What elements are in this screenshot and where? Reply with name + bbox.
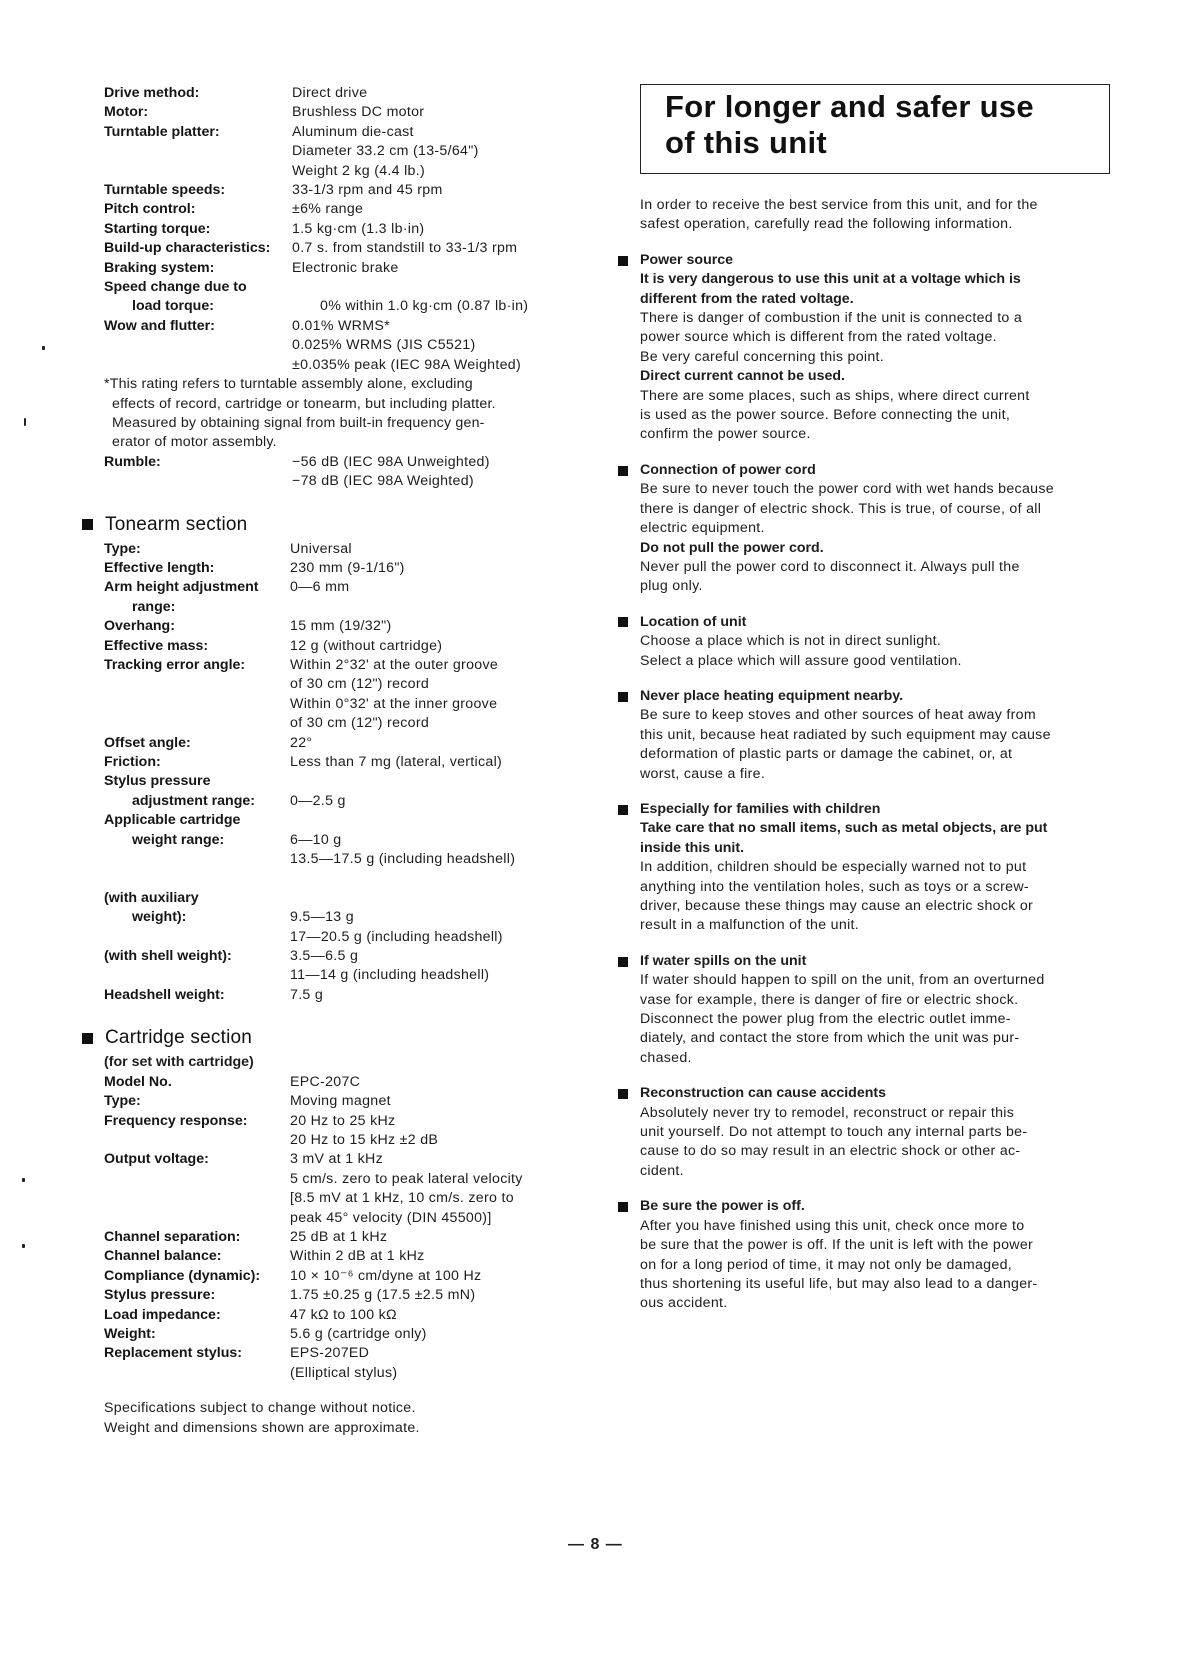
spec-label: Rumble:	[104, 453, 161, 470]
spec-value: 0% within 1.0 kg·cm (0.87 lb·in)	[320, 298, 529, 315]
body-line: Be sure to never touch the power cord with wet hands because	[640, 481, 1054, 498]
safety-item	[640, 613, 1112, 671]
spec-value: Direct drive	[292, 85, 368, 101]
spec-row	[104, 986, 564, 1005]
spec-values	[290, 1092, 564, 1111]
scan-speck	[24, 418, 26, 426]
spec-values	[290, 792, 564, 811]
safety-item-heading	[618, 461, 1112, 480]
body-line: There is danger of combustion if the unit is connected to a	[640, 310, 1023, 327]
spec-value: −78 dB (IEC 98A Weighted)	[292, 473, 474, 490]
spec-row	[104, 1267, 564, 1286]
spec-value	[290, 598, 564, 617]
safety-item-title: Connection of power cord	[640, 461, 816, 478]
spec-value	[290, 869, 564, 888]
spec-values	[292, 239, 564, 258]
spec-label: Stylus pressure	[104, 773, 211, 790]
body-line: cause to do so may result in an electric shock or other ac-	[640, 1143, 1021, 1160]
spec-value: 3.5—6.5 g	[290, 948, 359, 965]
spec-row	[104, 259, 564, 278]
square-bullet-icon	[618, 805, 628, 815]
body-line: thus shortening its useful life, but may also lead to a danger-	[640, 1275, 1038, 1292]
spec-values	[292, 278, 564, 297]
spec-values	[290, 1325, 564, 1344]
spec-value: Diameter 33.2 cm (13-5/64")	[292, 143, 479, 160]
footnote-line: erator of motor assembly.	[112, 434, 277, 451]
spec-value: 10 × 10⁻⁶ cm/dyne at 100 Hz	[290, 1267, 482, 1284]
body-line: Never pull the power cord to disconnect it. Always pull the	[640, 558, 1020, 575]
cartridge-section-subtitle: (for set with cartridge)	[104, 1054, 254, 1071]
wow-flutter-footnote	[104, 375, 564, 453]
spec-value	[290, 772, 564, 791]
spec-values	[290, 1306, 564, 1325]
tonearm-section-title: Tonearm section	[105, 513, 248, 535]
spec-row	[104, 103, 564, 122]
spec-values	[290, 1073, 564, 1092]
square-bullet-icon	[618, 617, 628, 627]
spec-row	[104, 239, 564, 258]
safety-item-heading	[618, 613, 1112, 632]
spec-label: Applicable cartridge	[104, 812, 241, 829]
spec-row	[104, 792, 564, 811]
spec-label: Pitch control:	[104, 201, 196, 218]
spec-row	[104, 1073, 564, 1092]
body-line: Disconnect the power plug from the electric outlet imme-	[640, 1011, 1011, 1028]
body-line: power source which is different from the rated voltage.	[640, 329, 997, 346]
spec-value: Universal	[290, 540, 352, 557]
spec-values	[290, 753, 564, 772]
spec-label: Channel separation:	[104, 1228, 241, 1245]
safety-item-title: Reconstruction can cause accidents	[640, 1085, 887, 1102]
cartridge-section-title: Cartridge section	[105, 1027, 253, 1049]
spec-label: Starting torque:	[104, 220, 211, 237]
note-line: Specifications subject to change without notice.	[104, 1400, 416, 1417]
safety-item-heading	[618, 1084, 1112, 1103]
spec-values	[290, 1344, 564, 1383]
body-line: anything into the ventilation holes, such as toys or a screw-	[640, 878, 1029, 895]
spec-value: 20 Hz to 25 kHz	[290, 1112, 396, 1129]
warning-line: inside this unit.	[640, 839, 745, 856]
spec-label: Channel balance:	[104, 1248, 222, 1265]
spec-label: Type:	[104, 540, 141, 557]
spec-value: Within 2°32' at the outer groove	[290, 656, 499, 673]
spec-row	[104, 947, 564, 986]
spec-values	[290, 637, 564, 656]
safety-item-title: Especially for families with children	[640, 800, 881, 817]
spec-values	[292, 259, 564, 278]
spec-label: Effective mass:	[104, 637, 209, 654]
spec-value: Brushless DC motor	[292, 104, 425, 121]
spec-row	[104, 1092, 564, 1111]
spec-label: Load impedance:	[104, 1306, 221, 1323]
spec-values	[290, 986, 564, 1005]
spec-label: Speed change due to	[104, 279, 247, 296]
safety-item	[640, 461, 1112, 597]
spec-values	[290, 1228, 564, 1247]
body-line: there is danger of electric shock. This is true, of course, of all	[640, 500, 1042, 517]
spec-row	[104, 123, 564, 181]
spec-values	[292, 453, 564, 492]
spec-values	[320, 297, 564, 316]
safety-item	[640, 1084, 1112, 1181]
safety-item	[640, 800, 1112, 936]
intro-line: safest operation, carefully read the following information.	[640, 216, 1013, 233]
rumble-spec	[104, 453, 564, 492]
safety-item-heading	[618, 800, 1112, 819]
spec-row	[104, 598, 564, 617]
spec-value: Weight 2 kg (4.4 lb.)	[292, 162, 425, 179]
square-bullet-icon	[82, 519, 93, 530]
spec-row	[104, 908, 564, 947]
spec-values	[290, 908, 564, 947]
spec-row	[104, 753, 564, 772]
body-line: electric equipment.	[640, 520, 765, 537]
spec-label: Arm height adjustment	[104, 579, 259, 596]
spec-label: adjustment range:	[132, 792, 255, 809]
spec-values	[290, 1286, 564, 1305]
safety-item	[640, 1197, 1112, 1313]
spec-value: 20 Hz to 15 kHz ±2 dB	[290, 1131, 439, 1148]
spec-row	[104, 1247, 564, 1266]
safety-item-title: Never place heating equipment nearby.	[640, 687, 904, 704]
spec-label: Type:	[104, 1093, 141, 1110]
spec-row	[104, 297, 564, 316]
safety-item-title: Location of unit	[640, 613, 747, 630]
spec-row	[104, 317, 564, 375]
spec-value	[292, 278, 564, 297]
body-line: Choose a place which is not in direct sunlight.	[640, 633, 942, 650]
spec-value: 0.025% WRMS (JIS C5521)	[292, 337, 476, 354]
spec-row	[104, 811, 564, 830]
footnote-line: Measured by obtaining signal from built-in frequency gen-	[112, 414, 485, 431]
spec-value: EPS-207ED	[290, 1345, 370, 1362]
spec-values	[290, 889, 564, 908]
safety-item-heading	[618, 687, 1112, 706]
body-line: Be sure to keep stoves and other sources of heat away from	[640, 707, 1036, 724]
spec-value: 13.5—17.5 g (including headshell)	[290, 851, 516, 868]
spec-label: weight range:	[132, 831, 225, 848]
body-line: deformation of plastic parts or damage the cabinet, or, at	[640, 746, 1013, 763]
safety-items	[640, 251, 1112, 1314]
spec-label: Frequency response:	[104, 1112, 248, 1129]
spec-row	[104, 831, 564, 870]
body-line: driver, because these things may cause an electric shock or	[640, 898, 1034, 914]
spec-row	[104, 84, 564, 103]
spec-label: (with auxiliary	[104, 889, 199, 906]
spec-values	[292, 317, 564, 375]
spec-value: 33-1/3 rpm and 45 rpm	[292, 182, 443, 199]
safety-item-title: Power source	[640, 251, 734, 268]
spec-values	[290, 1267, 564, 1286]
spec-row	[104, 656, 564, 734]
warning-line: Take care that no small items, such as metal objects, are put	[640, 820, 1048, 837]
spec-row	[104, 1344, 564, 1383]
safety-item-heading	[618, 251, 1112, 270]
body-line: Select a place which will assure good ventilation.	[640, 652, 962, 669]
spec-row	[104, 637, 564, 656]
spec-value: 9.5—13 g	[290, 909, 354, 926]
body-line: unit yourself. Do not attempt to touch any internal parts be-	[640, 1124, 1028, 1141]
spec-value: (Elliptical stylus)	[290, 1364, 398, 1381]
body-line: confirm the power source.	[640, 426, 811, 443]
spec-value: 12 g (without cartridge)	[290, 637, 443, 654]
spec-value: 5 cm/s. zero to peak lateral velocity	[290, 1170, 523, 1187]
spec-label: Stylus pressure:	[104, 1287, 216, 1304]
spec-label: (with shell weight):	[104, 948, 232, 965]
spec-row	[104, 278, 564, 297]
spec-row	[104, 540, 564, 559]
spec-label: Compliance (dynamic):	[104, 1267, 261, 1284]
body-line: result in a malfunction of the unit.	[640, 917, 859, 934]
square-bullet-icon	[618, 466, 628, 476]
body-line: be sure that the power is off. If the unit is left with the power	[640, 1237, 1034, 1254]
spec-row	[104, 181, 564, 200]
spec-label: Motor:	[104, 104, 149, 121]
body-line: chased.	[640, 1049, 692, 1066]
spec-values	[290, 869, 564, 888]
spec-label: Turntable speeds:	[104, 182, 226, 199]
spec-value: −56 dB (IEC 98A Unweighted)	[292, 453, 490, 470]
footnote-line: *This rating refers to turntable assembly alone, excluding	[104, 376, 473, 393]
safety-intro	[640, 196, 1112, 235]
spec-value: of 30 cm (12") record	[290, 676, 430, 693]
scan-speck	[22, 1244, 25, 1248]
tonearm-section-heading	[82, 514, 564, 536]
spec-value	[290, 811, 564, 830]
spec-label: Output voltage:	[104, 1151, 209, 1168]
spec-row	[104, 1325, 564, 1344]
specifications-note	[104, 1399, 564, 1438]
spec-values	[290, 578, 564, 597]
spec-value: 0—2.5 g	[290, 792, 346, 809]
spec-label: Headshell weight:	[104, 986, 225, 1003]
spec-value	[290, 889, 564, 908]
spec-values	[290, 947, 564, 986]
safety-item-heading	[618, 952, 1112, 971]
scan-speck	[42, 346, 45, 350]
spec-value: [8.5 mV at 1 kHz, 10 cm/s. zero to	[290, 1190, 514, 1207]
body-line: There are some places, such as ships, where direct current	[640, 387, 1030, 404]
cartridge-specs	[104, 1073, 564, 1384]
spec-value: 1.75 ±0.25 g (17.5 ±2.5 mN)	[290, 1287, 476, 1304]
spec-row	[104, 1112, 564, 1151]
spec-label: load torque:	[132, 298, 214, 315]
spec-values	[290, 559, 564, 578]
general-specs	[104, 84, 564, 375]
spec-value: Electronic brake	[292, 259, 399, 276]
body-line: cident.	[640, 1162, 684, 1179]
spec-value: 7.5 g	[290, 986, 324, 1003]
spec-value: 0—6 mm	[290, 579, 350, 596]
spec-value: 1.5 kg·cm (1.3 lb·in)	[292, 220, 425, 237]
spec-value: 17—20.5 g (including headshell)	[290, 928, 503, 945]
spec-values	[292, 181, 564, 200]
safety-title-line: For longer and safer use	[665, 89, 1034, 124]
spec-value: Within 0°32' at the inner groove	[290, 695, 498, 712]
warning-line: It is very dangerous to use this unit at a voltage which is	[640, 271, 1021, 288]
spec-label: Drive method:	[104, 85, 200, 101]
spec-value: 6—10 g	[290, 831, 342, 848]
spec-values	[290, 1247, 564, 1266]
spec-row	[104, 220, 564, 239]
body-line: After you have finished using this unit, check once more to	[640, 1217, 1025, 1234]
body-line: diately, and contact the store from which the unit was pur-	[640, 1030, 1020, 1047]
spec-row	[104, 200, 564, 219]
spec-row	[104, 578, 564, 597]
spec-label: range:	[132, 598, 176, 615]
body-line: Absolutely never try to remodel, reconstruct or repair this	[640, 1104, 1015, 1121]
spec-label: Turntable platter:	[104, 123, 220, 140]
safety-item	[640, 251, 1112, 445]
spec-values	[290, 656, 564, 734]
spec-value: 0.01% WRMS*	[292, 317, 390, 334]
page-number: — 8 —	[568, 1536, 623, 1553]
safety-title-line: of this unit	[665, 125, 828, 160]
warning-line: Do not pull the power cord.	[640, 539, 824, 556]
spec-label: Tracking error angle:	[104, 656, 246, 673]
spec-label: Build-up characteristics:	[104, 240, 271, 257]
spec-values	[290, 1112, 564, 1151]
spec-value: ±6% range	[292, 201, 364, 218]
square-bullet-icon	[618, 1089, 628, 1099]
spec-row	[104, 1286, 564, 1305]
scan-speck	[22, 1178, 25, 1182]
spec-values	[292, 200, 564, 219]
spec-value: of 30 cm (12") record	[290, 715, 430, 732]
spec-row	[104, 617, 564, 636]
safety-item	[640, 687, 1112, 784]
spec-value: Moving magnet	[290, 1093, 391, 1110]
spec-value: Within 2 dB at 1 kHz	[290, 1248, 425, 1265]
square-bullet-icon	[618, 957, 628, 967]
spec-values	[290, 1150, 564, 1228]
safety-column	[640, 84, 1112, 1314]
spec-row	[104, 1150, 564, 1228]
spec-value: 5.6 g (cartridge only)	[290, 1325, 427, 1342]
spec-value: 47 kΩ to 100 kΩ	[290, 1306, 397, 1323]
safety-item	[640, 952, 1112, 1068]
spec-value: peak 45° velocity (DIN 45500)]	[290, 1209, 492, 1226]
spec-values	[290, 811, 564, 830]
square-bullet-icon	[618, 692, 628, 702]
spec-values	[290, 598, 564, 617]
spec-value: EPC-207C	[290, 1073, 361, 1090]
body-line: ous accident.	[640, 1295, 728, 1312]
spec-value: ±0.035% peak (IEC 98A Weighted)	[292, 356, 521, 373]
safety-item-heading	[618, 1197, 1112, 1216]
body-line: In addition, children should be especially warned not to put	[640, 859, 1027, 876]
spec-label: Braking system:	[104, 259, 215, 276]
spec-label: Effective length:	[104, 559, 215, 576]
spec-value: 0.7 s. from standstill to 33-1/3 rpm	[292, 240, 518, 257]
spec-value: 230 mm (9-1/16")	[290, 559, 405, 576]
spec-value: 15 mm (19/32")	[290, 618, 392, 635]
spec-values	[290, 831, 564, 870]
spec-row	[104, 889, 564, 908]
spec-label	[104, 869, 290, 888]
square-bullet-icon	[618, 1202, 628, 1212]
body-line: vase for example, there is danger of fire or electric shock.	[640, 991, 1019, 1008]
spec-values	[292, 84, 564, 103]
body-line: is used as the power source. Before connecting the unit,	[640, 407, 1011, 424]
body-line: worst, cause a fire.	[640, 765, 766, 782]
spec-values	[292, 123, 564, 181]
warning-line: Direct current cannot be used.	[640, 368, 845, 385]
safety-title-box	[640, 84, 1110, 174]
footnote-line: effects of record, cartridge or tonearm, but including platter.	[112, 395, 496, 412]
spec-label: Model No.	[104, 1073, 172, 1090]
spec-value: Less than 7 mg (lateral, vertical)	[290, 754, 503, 770]
spec-values	[290, 617, 564, 636]
spec-value: 3 mV at 1 kHz	[290, 1151, 383, 1168]
spec-label: Replacement stylus:	[104, 1345, 242, 1362]
spec-row	[104, 734, 564, 753]
warning-line: different from the rated voltage.	[640, 290, 854, 307]
specifications-column	[104, 84, 564, 1438]
spec-row	[104, 772, 564, 791]
spec-values	[292, 103, 564, 122]
body-line: Be very careful concerning this point.	[640, 348, 885, 365]
cartridge-section-heading	[82, 1027, 564, 1049]
spec-values	[292, 220, 564, 239]
spec-row	[104, 559, 564, 578]
safety-item-title: Be sure the power is off.	[640, 1198, 805, 1215]
spec-value: 22°	[290, 734, 313, 751]
spec-row	[104, 869, 564, 888]
square-bullet-icon	[618, 256, 628, 266]
spec-row	[104, 453, 564, 492]
spec-values	[290, 540, 564, 559]
spec-values	[290, 772, 564, 791]
spec-values	[290, 734, 564, 753]
body-line: this unit, because heat radiated by such equipment may cause	[640, 726, 1051, 743]
body-line: on for a long period of time, it may not only be damaged,	[640, 1256, 1012, 1273]
intro-line: In order to receive the best service from this unit, and for the	[640, 197, 1038, 213]
body-line: plug only.	[640, 578, 703, 595]
square-bullet-icon	[82, 1033, 93, 1044]
spec-value: Aluminum die-cast	[292, 123, 414, 140]
spec-row	[104, 1228, 564, 1247]
spec-value: 11—14 g (including headshell)	[290, 967, 490, 984]
spec-label: Overhang:	[104, 618, 175, 635]
spec-label: Offset angle:	[104, 734, 191, 751]
spec-label: Wow and flutter:	[104, 317, 215, 334]
spec-row	[104, 1306, 564, 1325]
spec-label: Friction:	[104, 754, 161, 770]
body-line: If water should happen to spill on the unit, from an overturned	[640, 972, 1045, 989]
tonearm-specs	[104, 540, 564, 1006]
note-line: Weight and dimensions shown are approximate.	[104, 1419, 420, 1436]
spec-label: Weight:	[104, 1325, 156, 1342]
safety-item-title: If water spills on the unit	[640, 952, 807, 969]
spec-value: 25 dB at 1 kHz	[290, 1228, 388, 1245]
spec-label: weight):	[132, 909, 187, 926]
